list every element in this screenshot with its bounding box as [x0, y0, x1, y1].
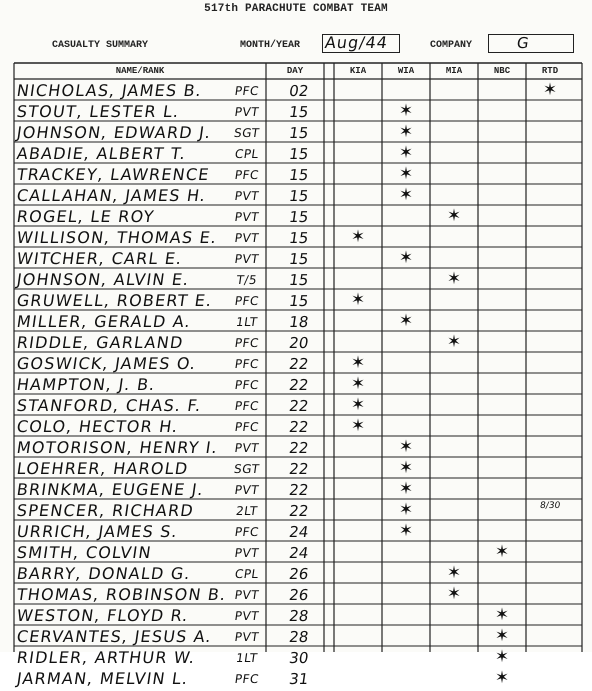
casualty-day: 02 — [287, 82, 310, 100]
mia-mark: ✶ — [446, 269, 462, 289]
month-year-value: Aug/44 — [323, 33, 390, 52]
rtd-mark: ✶ — [542, 80, 558, 100]
table-row — [14, 100, 582, 121]
soldier-name: SMITH, COLVIN — [15, 543, 154, 562]
soldier-rank: PVT — [233, 546, 260, 560]
mia-mark: ✶ — [446, 584, 462, 604]
soldier-rank: PFC — [233, 336, 260, 350]
soldier-rank: PVT — [233, 189, 260, 203]
casualty-day: 22 — [287, 460, 310, 478]
casualty-day: 22 — [287, 418, 310, 436]
wia-mark: ✶ — [398, 185, 414, 205]
table-row — [14, 373, 582, 394]
soldier-name: RIDLER, ARTHUR W. — [15, 648, 197, 667]
casualty-day: 31 — [287, 670, 310, 688]
casualty-day: 20 — [287, 334, 310, 352]
soldier-rank: SGT — [233, 126, 261, 140]
casualty-day: 26 — [287, 586, 310, 604]
header-nbc: NBC — [493, 66, 511, 76]
table-row — [14, 436, 582, 457]
casualty-day: 15 — [287, 145, 310, 163]
soldier-name: JOHNSON, EDWARD J. — [15, 123, 213, 142]
soldier-name: STANFORD, CHAS. F. — [15, 396, 204, 415]
casualty-day: 15 — [287, 166, 310, 184]
table-row — [14, 583, 582, 604]
soldier-name: WILLISON, THOMAS E. — [15, 228, 219, 247]
soldier-name: ROGEL, LE ROY — [15, 207, 156, 226]
table-row — [14, 268, 582, 289]
wia-mark: ✶ — [398, 437, 414, 457]
table-row — [14, 604, 582, 625]
casualty-day: 15 — [287, 187, 310, 205]
casualty-day: 15 — [287, 271, 310, 289]
soldier-rank: CPL — [233, 567, 260, 581]
soldier-rank: PVT — [233, 231, 260, 245]
casualty-day: 30 — [287, 649, 310, 667]
table-row — [14, 541, 582, 562]
casualty-day: 28 — [287, 607, 310, 625]
casualty-day: 18 — [287, 313, 310, 331]
soldier-name: MOTORISON, HENRY I. — [15, 438, 220, 457]
soldier-name: WESTON, FLOYD R. — [15, 606, 191, 625]
wia-mark: ✶ — [398, 521, 414, 541]
table-row — [14, 457, 582, 478]
soldier-name: LOEHRER, HAROLD — [15, 459, 190, 478]
table-row — [14, 499, 582, 520]
company-label: COMPANY — [430, 40, 473, 51]
soldier-name: URRICH, JAMES S. — [15, 522, 180, 541]
soldier-rank: PVT — [233, 252, 260, 266]
wia-mark: ✶ — [398, 458, 414, 478]
soldier-rank: PFC — [233, 672, 260, 686]
wia-mark: ✶ — [398, 164, 414, 184]
wia-mark: ✶ — [398, 101, 414, 121]
soldier-name: SPENCER, RICHARD — [15, 501, 196, 520]
kia-mark: ✶ — [350, 290, 366, 310]
table-row — [14, 205, 582, 226]
soldier-rank: PFC — [233, 294, 260, 308]
soldier-rank: PFC — [233, 357, 260, 371]
mia-mark: ✶ — [446, 206, 462, 226]
soldier-rank: PFC — [233, 378, 260, 392]
casualty-day: 15 — [287, 103, 310, 121]
table-row — [14, 184, 582, 205]
header-name-rank: NAME/RANK — [115, 66, 165, 76]
month-year-label: MONTH/YEAR — [240, 40, 301, 51]
table-row — [14, 394, 582, 415]
soldier-name: BARRY, DONALD G. — [15, 564, 193, 583]
casualty-day: 15 — [287, 250, 310, 268]
soldier-name: RIDDLE, GARLAND — [15, 333, 185, 352]
mia-mark: ✶ — [446, 563, 462, 583]
header-mia: MIA — [445, 66, 463, 76]
soldier-name: GOSWICK, JAMES O. — [15, 354, 198, 373]
nbc-mark: ✶ — [494, 647, 510, 667]
soldier-rank: PFC — [233, 525, 260, 539]
soldier-name: JOHNSON, ALVIN E. — [15, 270, 191, 289]
soldier-rank: PVT — [233, 483, 260, 497]
casualty-day: 22 — [287, 502, 310, 520]
nbc-mark: ✶ — [494, 542, 510, 562]
header-kia: KIA — [349, 66, 367, 76]
wia-mark: ✶ — [398, 500, 414, 520]
nbc-mark: ✶ — [494, 605, 510, 625]
soldier-name: NICHOLAS, JAMES B. — [15, 81, 204, 100]
casualty-day: 15 — [287, 208, 310, 226]
casualty-day: 22 — [287, 376, 310, 394]
soldier-rank: PVT — [233, 609, 260, 623]
table-row — [14, 310, 582, 331]
table-row — [14, 646, 582, 667]
table-row — [14, 625, 582, 646]
soldier-rank: 1LT — [235, 315, 259, 329]
summary-label: CASUALTY SUMMARY — [52, 40, 149, 51]
table-row — [14, 226, 582, 247]
form-title: 517th PARACHUTE COMBAT TEAM — [204, 3, 388, 15]
soldier-name: THOMAS, ROBINSON B. — [15, 585, 228, 604]
soldier-rank: T/5 — [235, 273, 259, 287]
soldier-name: CERVANTES, JESUS A. — [15, 627, 214, 646]
table-row — [14, 478, 582, 499]
soldier-name: WITCHER, CARL E. — [15, 249, 184, 268]
soldier-rank: PFC — [233, 420, 260, 434]
kia-mark: ✶ — [350, 353, 366, 373]
casualty-day: 15 — [287, 292, 310, 310]
casualty-day: 24 — [287, 523, 310, 541]
soldier-name: GRUWELL, ROBERT E. — [15, 291, 214, 310]
soldier-rank: PFC — [233, 168, 260, 182]
soldier-rank: 2LT — [235, 504, 259, 518]
casualty-day: 22 — [287, 439, 310, 457]
soldier-rank: SGT — [233, 462, 261, 476]
header-wia: WIA — [397, 66, 415, 76]
soldier-name: CALLAHAN, JAMES H. — [15, 186, 208, 205]
soldier-rank: 1LT — [235, 651, 259, 665]
soldier-rank: PFC — [233, 399, 260, 413]
mia-mark: ✶ — [446, 332, 462, 352]
kia-mark: ✶ — [350, 395, 366, 415]
casualty-day: 28 — [287, 628, 310, 646]
soldier-rank: CPL — [233, 147, 260, 161]
casualty-day: 22 — [287, 397, 310, 415]
table-row — [14, 667, 582, 688]
soldier-name: HAMPTON, J. B. — [15, 375, 157, 394]
table-row — [14, 121, 582, 142]
wia-mark: ✶ — [398, 143, 414, 163]
table-row — [14, 163, 582, 184]
casualty-day: 24 — [287, 544, 310, 562]
table-row — [14, 562, 582, 583]
header-day: DAY — [286, 66, 304, 76]
soldier-rank: PVT — [233, 630, 260, 644]
kia-mark: ✶ — [350, 227, 366, 247]
soldier-name: JARMAN, MELVIN L. — [15, 669, 190, 688]
soldier-rank: PVT — [233, 105, 260, 119]
nbc-mark: ✶ — [494, 626, 510, 646]
header-rtd: RTD — [541, 66, 559, 76]
table-row — [14, 247, 582, 268]
wia-mark: ✶ — [398, 479, 414, 499]
rtd-note: 8/30 — [539, 501, 561, 511]
casualty-day: 22 — [287, 481, 310, 499]
table-row — [14, 142, 582, 163]
table-row — [14, 520, 582, 541]
company-value: G — [515, 34, 532, 52]
table-row — [14, 352, 582, 373]
casualty-day: 15 — [287, 229, 310, 247]
soldier-rank: PVT — [233, 588, 260, 602]
table-row — [14, 415, 582, 436]
wia-mark: ✶ — [398, 248, 414, 268]
table-row — [14, 331, 582, 352]
table-row — [14, 289, 582, 310]
soldier-rank: PFC — [233, 84, 260, 98]
soldier-name: BRINKMA, EUGENE J. — [15, 480, 206, 499]
soldier-name: COLO, HECTOR H. — [15, 417, 180, 436]
wia-mark: ✶ — [398, 122, 414, 142]
nbc-mark: ✶ — [494, 668, 510, 688]
soldier-name: ABADIE, ALBERT T. — [15, 144, 188, 163]
casualty-day: 15 — [287, 124, 310, 142]
wia-mark: ✶ — [398, 311, 414, 331]
kia-mark: ✶ — [350, 374, 366, 394]
casualty-day: 22 — [287, 355, 310, 373]
kia-mark: ✶ — [350, 416, 366, 436]
soldier-name: TRACKEY, LAWRENCE — [15, 165, 211, 184]
soldier-name: MILLER, GERALD A. — [15, 312, 193, 331]
table-row — [14, 79, 582, 100]
casualty-day: 26 — [287, 565, 310, 583]
soldier-rank: PVT — [233, 441, 260, 455]
soldier-rank: PVT — [233, 210, 260, 224]
soldier-name: STOUT, LESTER L. — [15, 102, 181, 121]
